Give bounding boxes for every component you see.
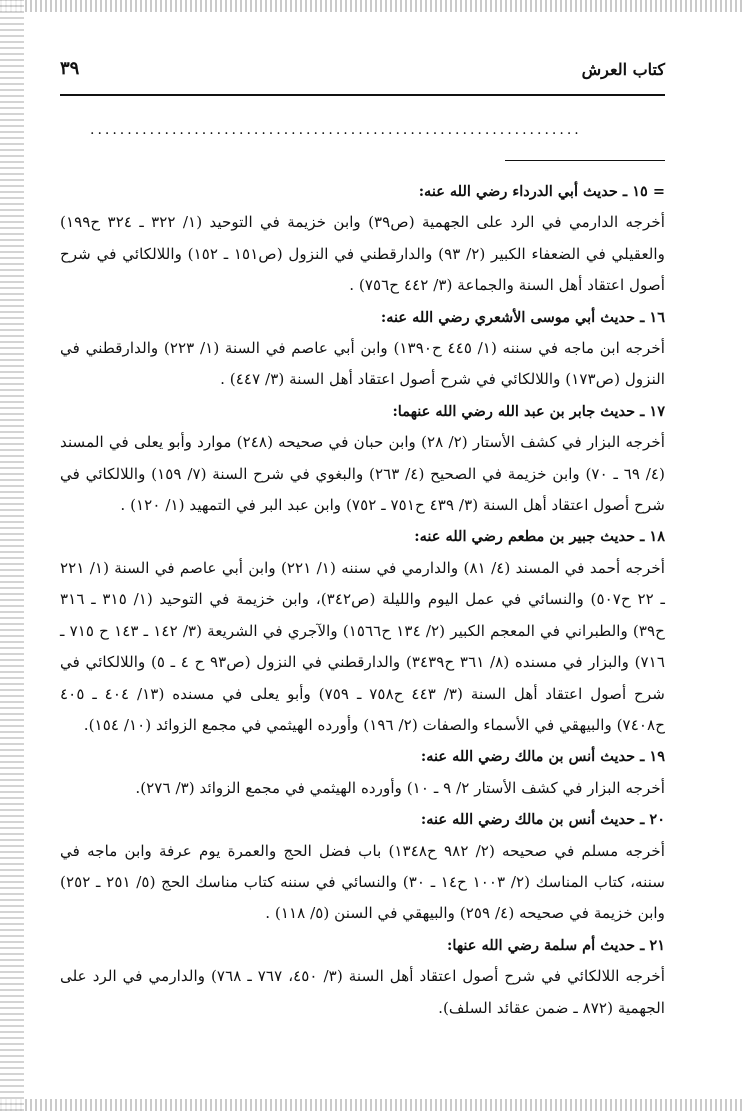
section-heading: ٢٠ ـ حديث أنس بن مالك رضي الله عنه: <box>420 811 665 829</box>
section-18 <box>60 521 665 741</box>
page-header <box>60 60 665 90</box>
decorative-border-bottom <box>0 1099 745 1111</box>
section-21 <box>60 930 665 1024</box>
section-body: أخرجه مسلم في صحيحه (٢/ ٩٨٢ ح١٣٤٨) باب فضل الحج والعمرة يوم عرفة وابن ماجه في سننه، كتاب المناسك (٢/ ١٠٠٣ ح١٤ ـ ٣٠) والنسائي في سننه كتاب مناسك الحج (٥/ ٢٥١ ـ ٢٥٢) وابن خزيمة في صحيحه (٤/ ٢٥٩) والبيهقي في السنن (٥/ ١١٨) . <box>60 841 666 923</box>
decorative-border-left <box>0 0 24 1111</box>
page-title: كتاب العرش <box>581 60 665 79</box>
section-heading: ١٨ ـ حديث جبير بن مطعم رضي الله عنه: <box>414 528 665 546</box>
section-body: أخرجه أحمد في المسند (٤/ ٨١) والدارمي في سننه (١/ ٢٢١) وابن أبي عاصم في السنة (١/ ٢٢١ ـ ٢٢ ح٥٠٧) والنسائي في عمل اليوم والليلة (ص٣٤٢)، وابن خزيمة في التوحيد (١/ ٣١٥ ـ ٣١٦ ح٣٩) والطبراني في المعجم الكبير (٢/ ١٣٤ ح١٥٦٦) والآجري في الشريعة (٣/ ١٤٢ ـ ١٤٣ ح ٧١٥ ـ ٧١٦) والبزار في مسنده (٨/ ٣٦١ ح٣٤٣٩) والدارقطني في النزول (ص٩٣ ح ٤ ـ ٥) واللالكائي في شرح أصول اعتقاد أهل السنة (٣/ ٤٤٣ ح٧٥٨ ـ ٧٥٩) وأبو يعلى في مسنده (١٣/ ٤٠٤ ـ ٤٠٥ ح٧٤٠٨) والبيهقي في الأسماء والصفات (٢/ ١٩٦) وأورده الهيثمي في مجمع الزوائد (١٠/ ١٥٤). <box>60 558 666 734</box>
section-body: أخرجه البزار في كشف الأستار ٢/ ٩ ـ ١٠) وأورده الهيثمي في مجمع الزوائد (٣/ ٢٧٦). <box>135 778 665 797</box>
section-15 <box>60 176 665 302</box>
dotted-separator: .................................................................. <box>90 122 582 138</box>
section-heading: = ١٥ ـ حديث أبي الدرداء رضي الله عنه: <box>418 183 665 200</box>
footnotes-body <box>60 176 665 1024</box>
section-body: أخرجه اللالكائي في شرح أصول اعتقاد أهل السنة (٣/ ٤٥٠، ٧٦٧ ـ ٧٦٨) والدارمي في الرد على الجهمية (٨٧٢ ـ ضمن عقائد السلف). <box>60 967 665 1017</box>
section-body: أخرجه ابن ماجه في سننه (١/ ٤٤٥ ح١٣٩٠) وابن أبي عاصم في السنة (١/ ٢٢٣) والدارقطني في النزول (ص١٧٣) واللالكائي في شرح أصول اعتقاد أهل السنة (٣/ ٤٤٧) . <box>60 339 666 389</box>
section-17 <box>60 396 665 522</box>
section-heading: ١٦ ـ حديث أبي موسى الأشعري رضي الله عنه: <box>380 308 665 326</box>
section-19 <box>60 741 665 804</box>
header-rule <box>60 94 665 96</box>
section-heading: ١٧ ـ حديث جابر بن عبد الله رضي الله عنهما: <box>392 402 665 420</box>
section-16 <box>60 302 665 396</box>
decorative-border-top <box>0 0 745 12</box>
section-20 <box>60 804 665 930</box>
footnote-rule <box>505 160 665 161</box>
page-number: ٣٩ <box>60 58 80 79</box>
section-body: أخرجه الدارمي في الرد على الجهمية (ص٣٩) وابن خزيمة في التوحيد (١/ ٣٢٢ ـ ٣٢٤ ح١٩٩) والعقيلي في الضعفاء الكبير (٢/ ٩٣) والدارقطني في النزول (ص١٥١ ـ ١٥٢) واللالكائي في شرح أصول اعتقاد أهل السنة والجماعة (٣/ ٤٤٢ ح٧٥٦) . <box>60 213 665 295</box>
section-body: أخرجه البزار في كشف الأستار (٢/ ٢٨) وابن حبان في صحيحه (٢٤٨) موارد وأبو يعلى في المسند (٤/ ٦٩ ـ ٧٠) وابن خزيمة في الصحيح (٤/ ٢٦٣) والبغوي في شرح السنة (٧/ ١٥٩) واللالكائي في شرح أصول اعتقاد أهل السنة (٣/ ٤٣٩ ح٧٥١ ـ ٧٥٢) وابن عبد البر في التمهيد (١/ ١٢٠) . <box>60 433 665 515</box>
section-heading: ١٩ ـ حديث أنس بن مالك رضي الله عنه: <box>420 748 665 766</box>
section-heading: ٢١ ـ حديث أم سلمة رضي الله عنها: <box>446 936 665 954</box>
